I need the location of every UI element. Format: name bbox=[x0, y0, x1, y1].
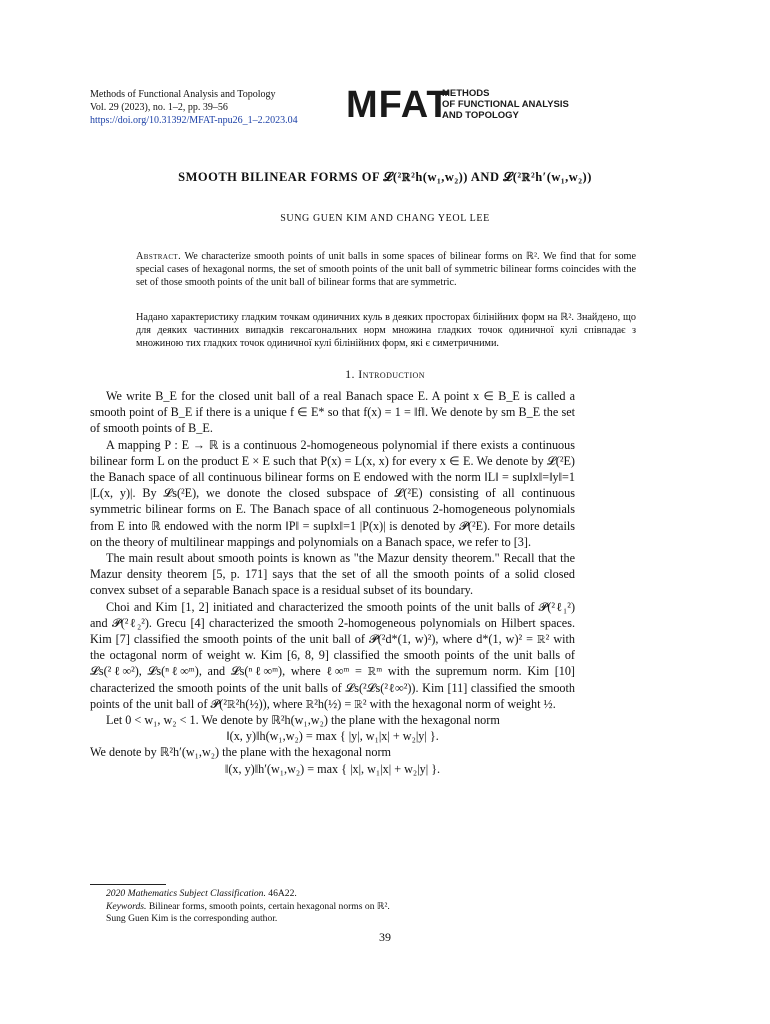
journal-header bbox=[90, 88, 298, 127]
logo-line-3: AND TOPOLOGY bbox=[442, 110, 519, 121]
logo-subtitle bbox=[442, 88, 582, 121]
msc-label: 2020 Mathematics Subject Classification. bbox=[106, 888, 266, 899]
paragraph-2: A mapping P : E → ℝ is a continuous 2-homogeneous polynomial if there exists a continuous bilinear form L on the product E × E such that P(x) = L(x, x) for every x ∈ E. We denote by 𝓛(²E) the Banach space of all continuous bilinear forms on E endowed with the norm ‖L‖ = sup‖x‖=‖y‖=1 |L(x, y)|. By 𝓛s(²E), we donote the closed subspace of 𝓛(²E) consisting of all continuous symmetric bilinear forms on E. The Banach space of all continuous 2-homogeneous polynomials from E into ℝ endowed with the norm ‖P‖ = sup‖x‖=1 |P(x)| is denoted by 𝓟(²E). For more details on the theory of multilinear mappings and polynomials on a Banach space, we refer to [3]. bbox=[90, 437, 575, 549]
equation-hexagonal-norm-1: ‖(x, y)‖h(w₁,w₂) = max { |y|, w₁|x| + w₂|y| }. bbox=[226, 729, 439, 744]
journal-name: Methods of Functional Analysis and Topology bbox=[90, 89, 276, 100]
logo-word: MFAT bbox=[346, 84, 451, 126]
paragraph-1: We write B_E for the closed unit ball of a real Banach space E. A point x ∈ B_E is called a smooth point of B_E if there is a unique f ∈ E* so that f(x) = 1 = ‖f‖. We denote by sm B_E the set of smooth points of B_E. bbox=[90, 389, 575, 436]
body-text bbox=[90, 388, 575, 777]
paper-authors: SUNG GUEN KIM AND CHANG YEOL LEE bbox=[280, 213, 490, 224]
footnote-msc bbox=[106, 888, 576, 901]
footnote-rule bbox=[90, 884, 166, 885]
footnotes bbox=[106, 888, 576, 926]
abstract-label: Abstract. bbox=[136, 251, 182, 262]
paragraph-6: We denote by ℝ²h′(w₁,w₂) the plane with the hexagonal norm bbox=[90, 745, 392, 760]
paragraph-4: Choi and Kim [1, 2] initiated and characterized the smooth points of the unit balls of 𝓟(²ℓ₁²) and 𝓟(²ℓ₂²). Grecu [4] characterized the smooth 2-homogeneous polynomials on Hilbert spaces. Kim [7] classified the smooth points of the unit ball of 𝓟(²d*(1, w)²), where d*(1, w)² = ℝ² with the octagonal norm of weight w. Kim [6, 8, 9] classified the smooth points of the unit balls of 𝓛s(²ℓ∞²), 𝓛s(ⁿℓ∞ᵐ), and 𝓛s(ⁿℓ∞ᵐ), where ℓ∞ᵐ = ℝᵐ with the supremum norm. Kim [10] characterized the smooth points of the unit balls of 𝓛s(²𝓛s(²ℓ∞²)). Kim [11] classified the smooth points of the unit ball of 𝓟(²ℝ²h(½)), where ℝ²h(½) = ℝ² with the hexagonal norm of weight ½. bbox=[90, 599, 575, 711]
paragraph-5: Let 0 < w₁, w₂ < 1. We denote by ℝ²h(w₁,w₂) the plane with the hexagonal norm bbox=[106, 713, 500, 728]
equation-hexagonal-norm-2: ‖(x, y)‖h′(w₁,w₂) = max { |x|, w₁|x| + w₂|y| }. bbox=[224, 761, 441, 776]
doi-link[interactable]: https://doi.org/10.31392/MFAT-npu26_1–2.2023.04 bbox=[90, 115, 298, 126]
footnote-corresponding: Sung Guen Kim is the corresponding author. bbox=[106, 913, 278, 925]
paper-title: SMOOTH BILINEAR FORMS OF 𝓛(²ℝ²h(w₁,w₂)) AND 𝓛(²ℝ²h′(w₁,w₂)) bbox=[178, 170, 592, 184]
page-number: 39 bbox=[379, 930, 391, 944]
abstract-uk: Надано характеристику гладким точкам одиничних куль в деяких просторах білінійних форм на ℝ². Знайдено, що для деяких частинних випадків гексагональних норм множина гладких точок одиничної кулі співпадає з множиною тих гладких точок одиничної кулі білінійних форм, які є симетричними. bbox=[136, 312, 636, 350]
keywords-value: Bilinear forms, smooth points, certain hexagonal norms on ℝ². bbox=[146, 900, 390, 912]
section-heading: 1. Introduction bbox=[345, 367, 425, 381]
keywords-label: Keywords. bbox=[106, 900, 147, 912]
logo-line-1: METHODS bbox=[442, 88, 490, 99]
volume-line: Vol. 29 (2023), no. 1–2, pp. 39–56 bbox=[90, 102, 228, 113]
abstract-text: We characterize smooth points of unit balls in some spaces of bilinear forms on ℝ². We find that for some special cases of hexagonal norms, the set of smooth points of the unit ball of symmetric bilinear forms coincides with the set of those smooth points of the unit ball of bilinear forms that are symmetric. bbox=[136, 251, 636, 289]
mfat-logo bbox=[346, 84, 569, 126]
logo-line-2: OF FUNCTIONAL ANALYSIS bbox=[442, 99, 569, 110]
abstract-en bbox=[136, 250, 636, 290]
paragraph-3: The main result about smooth points is known as "the Mazur density theorem." Recall that the Mazur density theorem [5, p. 171] says that the set of all the smooth points of a solid closed convex subset of a separable Banach space is a residual subset of its boundary. bbox=[90, 551, 575, 598]
msc-value: 46A22. bbox=[265, 888, 297, 899]
footnote-keywords bbox=[106, 901, 576, 914]
